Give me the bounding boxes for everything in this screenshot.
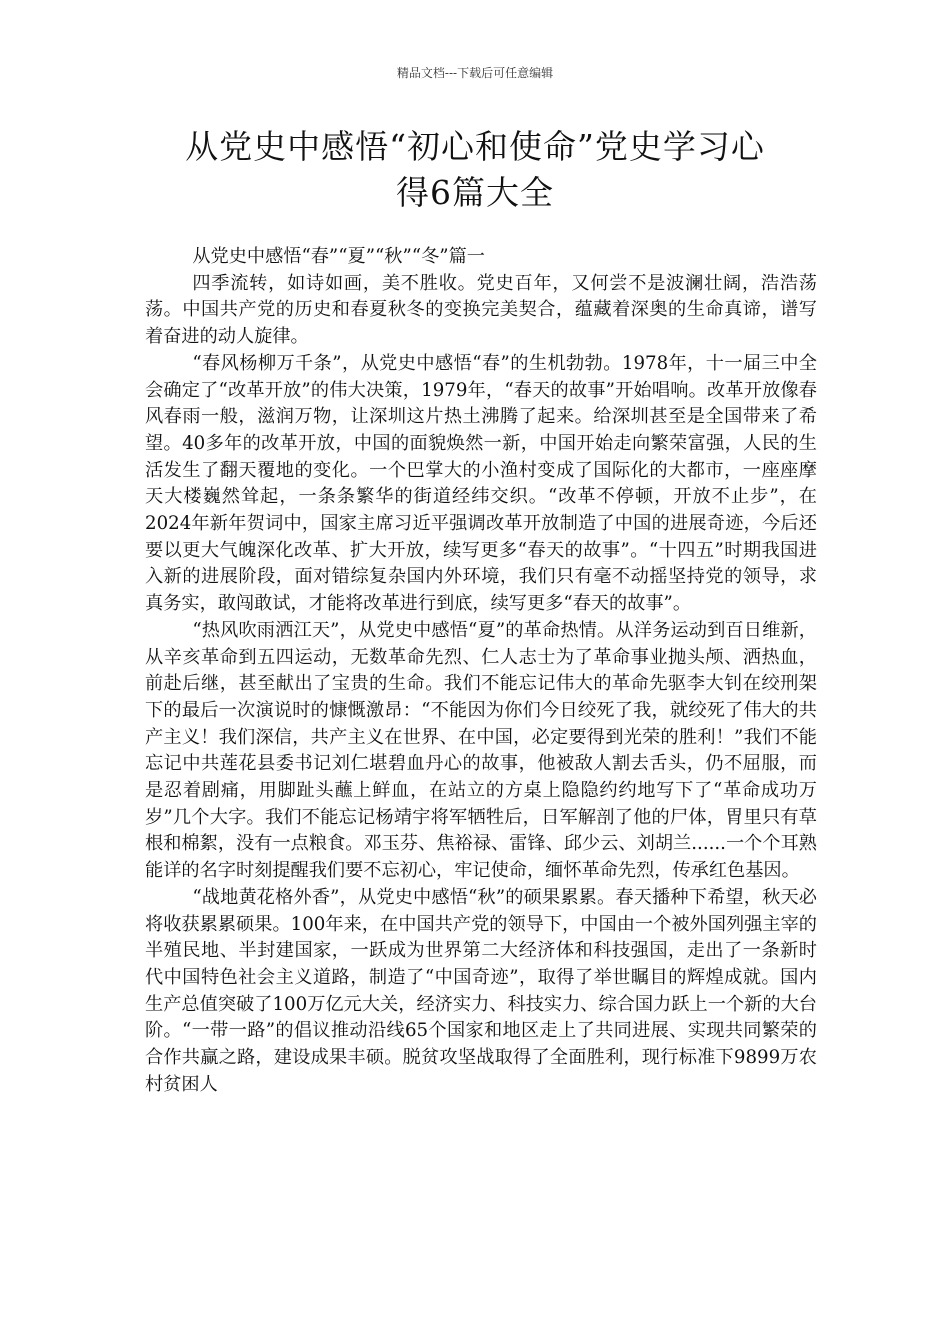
paragraph-summer: “热风吹雨洒江天”，从党史中感悟“夏”的革命热情。从洋务运动到百日维新，从辛亥革命到五四运动，无数革命先烈、仁人志士为了革命事业抛头颅、洒热血，前赴后继，甚至献出了宝贵的生命。我们不能忘记伟大的革命先驱李大钊在绞刑架下的最后一次演说时的慷慨激昂：“不能因为你们今日绞死了我，就绞死了伟大的共产主义！我们深信，共产主义在世界、在中国，必定要得到光荣的胜利！”我们不能忘记中共莲花县委书记刘仁堪碧血丹心的故事，他被敌人割去舌头，仍不屈服，而是忍着剧痛，用脚趾头蘸上鲜血，在站立的方桌上隐隐约约地写下了“革命成功万岁”几个大字。我们不能忘记杨靖宇将军牺牲后，日军解剖了他的尸体，胃里只有草根和棉絮，没有一点粮食。邓玉芬、焦裕禄、雷锋、邱少云、刘胡兰......一个个耳熟能详的名字时刻提醒我们要不忘初心，牢记使命，缅怀革命先烈，传承红色基因。 [145,619,817,882]
section-heading: 从党史中感悟“春”“夏”“秋”“冬”篇一 [192,246,485,267]
paragraph-autumn: “战地黄花格外香”，从党史中感悟“秋”的硕果累累。春天播种下希望，秋天必将收获累累硕果。100年来，在中国共产党的领导下，中国由一个被外国列强主宰的半殖民地、半封建国家，一跃成为世界第二大经济体和科技强国，走出了一条新时代中国特色社会主义道路，制造了“中国奇迹”，取得了举世瞩目的辉煌成就。国内生产总值突破了100万亿元大关，经济实力、科技实力、综合国力跃上一个新的大台阶。“一带一路”的倡议推动沿线65个国家和地区走上了共同进展、实现共同繁荣的合作共赢之路，建设成果丰硕。脱贫攻坚战取得了全面胜利，现行标准下9899万农村贫困人 [145,886,817,1095]
title-line-1: 从党史中感悟“初心和使命”党史学习心 [185,127,765,166]
page-header: 精品文档---下载后可任意编辑 [396,66,554,80]
document-title [120,124,830,216]
paragraph-spring: “春风杨柳万千条”，从党史中感悟“春”的生机勃勃。1978年，十一届三中全会确定了“改革开放”的伟大决策，1979年，“春天的故事”开始唱响。改革开放像春风春雨一般，滋润万物，让深圳这片热土沸腾了起来。给深圳甚至是全国带来了希望。40多年的改革开放，中国的面貌焕然一新，中国开始走向繁荣富强，人民的生活发生了翻天覆地的变化。一个巴掌大的小渔村变成了国际化的大都市，一座座摩天大楼巍然耸起，一条条繁华的街道经纬交织。“改革不停顿，开放不止步”，在2024年新年贺词中，国家主席习近平强调改革开放制造了中国的进展奇迹，今后还要以更大气魄深化改革、扩大开放，续写更多“春天的故事”。“十四五”时期我国进入新的进展阶段，面对错综复杂国内外环境，我们只有毫不动摇坚持党的领导，求真务实，敢闯敢试，才能将改革进行到底，续写更多“春天的故事”。 [145,352,817,615]
document-body [145,244,817,1099]
title-line-2: 得6篇大全 [396,173,554,212]
paragraph-intro: 四季流转，如诗如画，美不胜收。党史百年，又何尝不是波澜壮阔，浩浩荡荡。中国共产党的历史和春夏秋冬的变换完美契合，蕴藏着深奥的生命真谛，谱写着奋进的动人旋律。 [145,272,817,348]
